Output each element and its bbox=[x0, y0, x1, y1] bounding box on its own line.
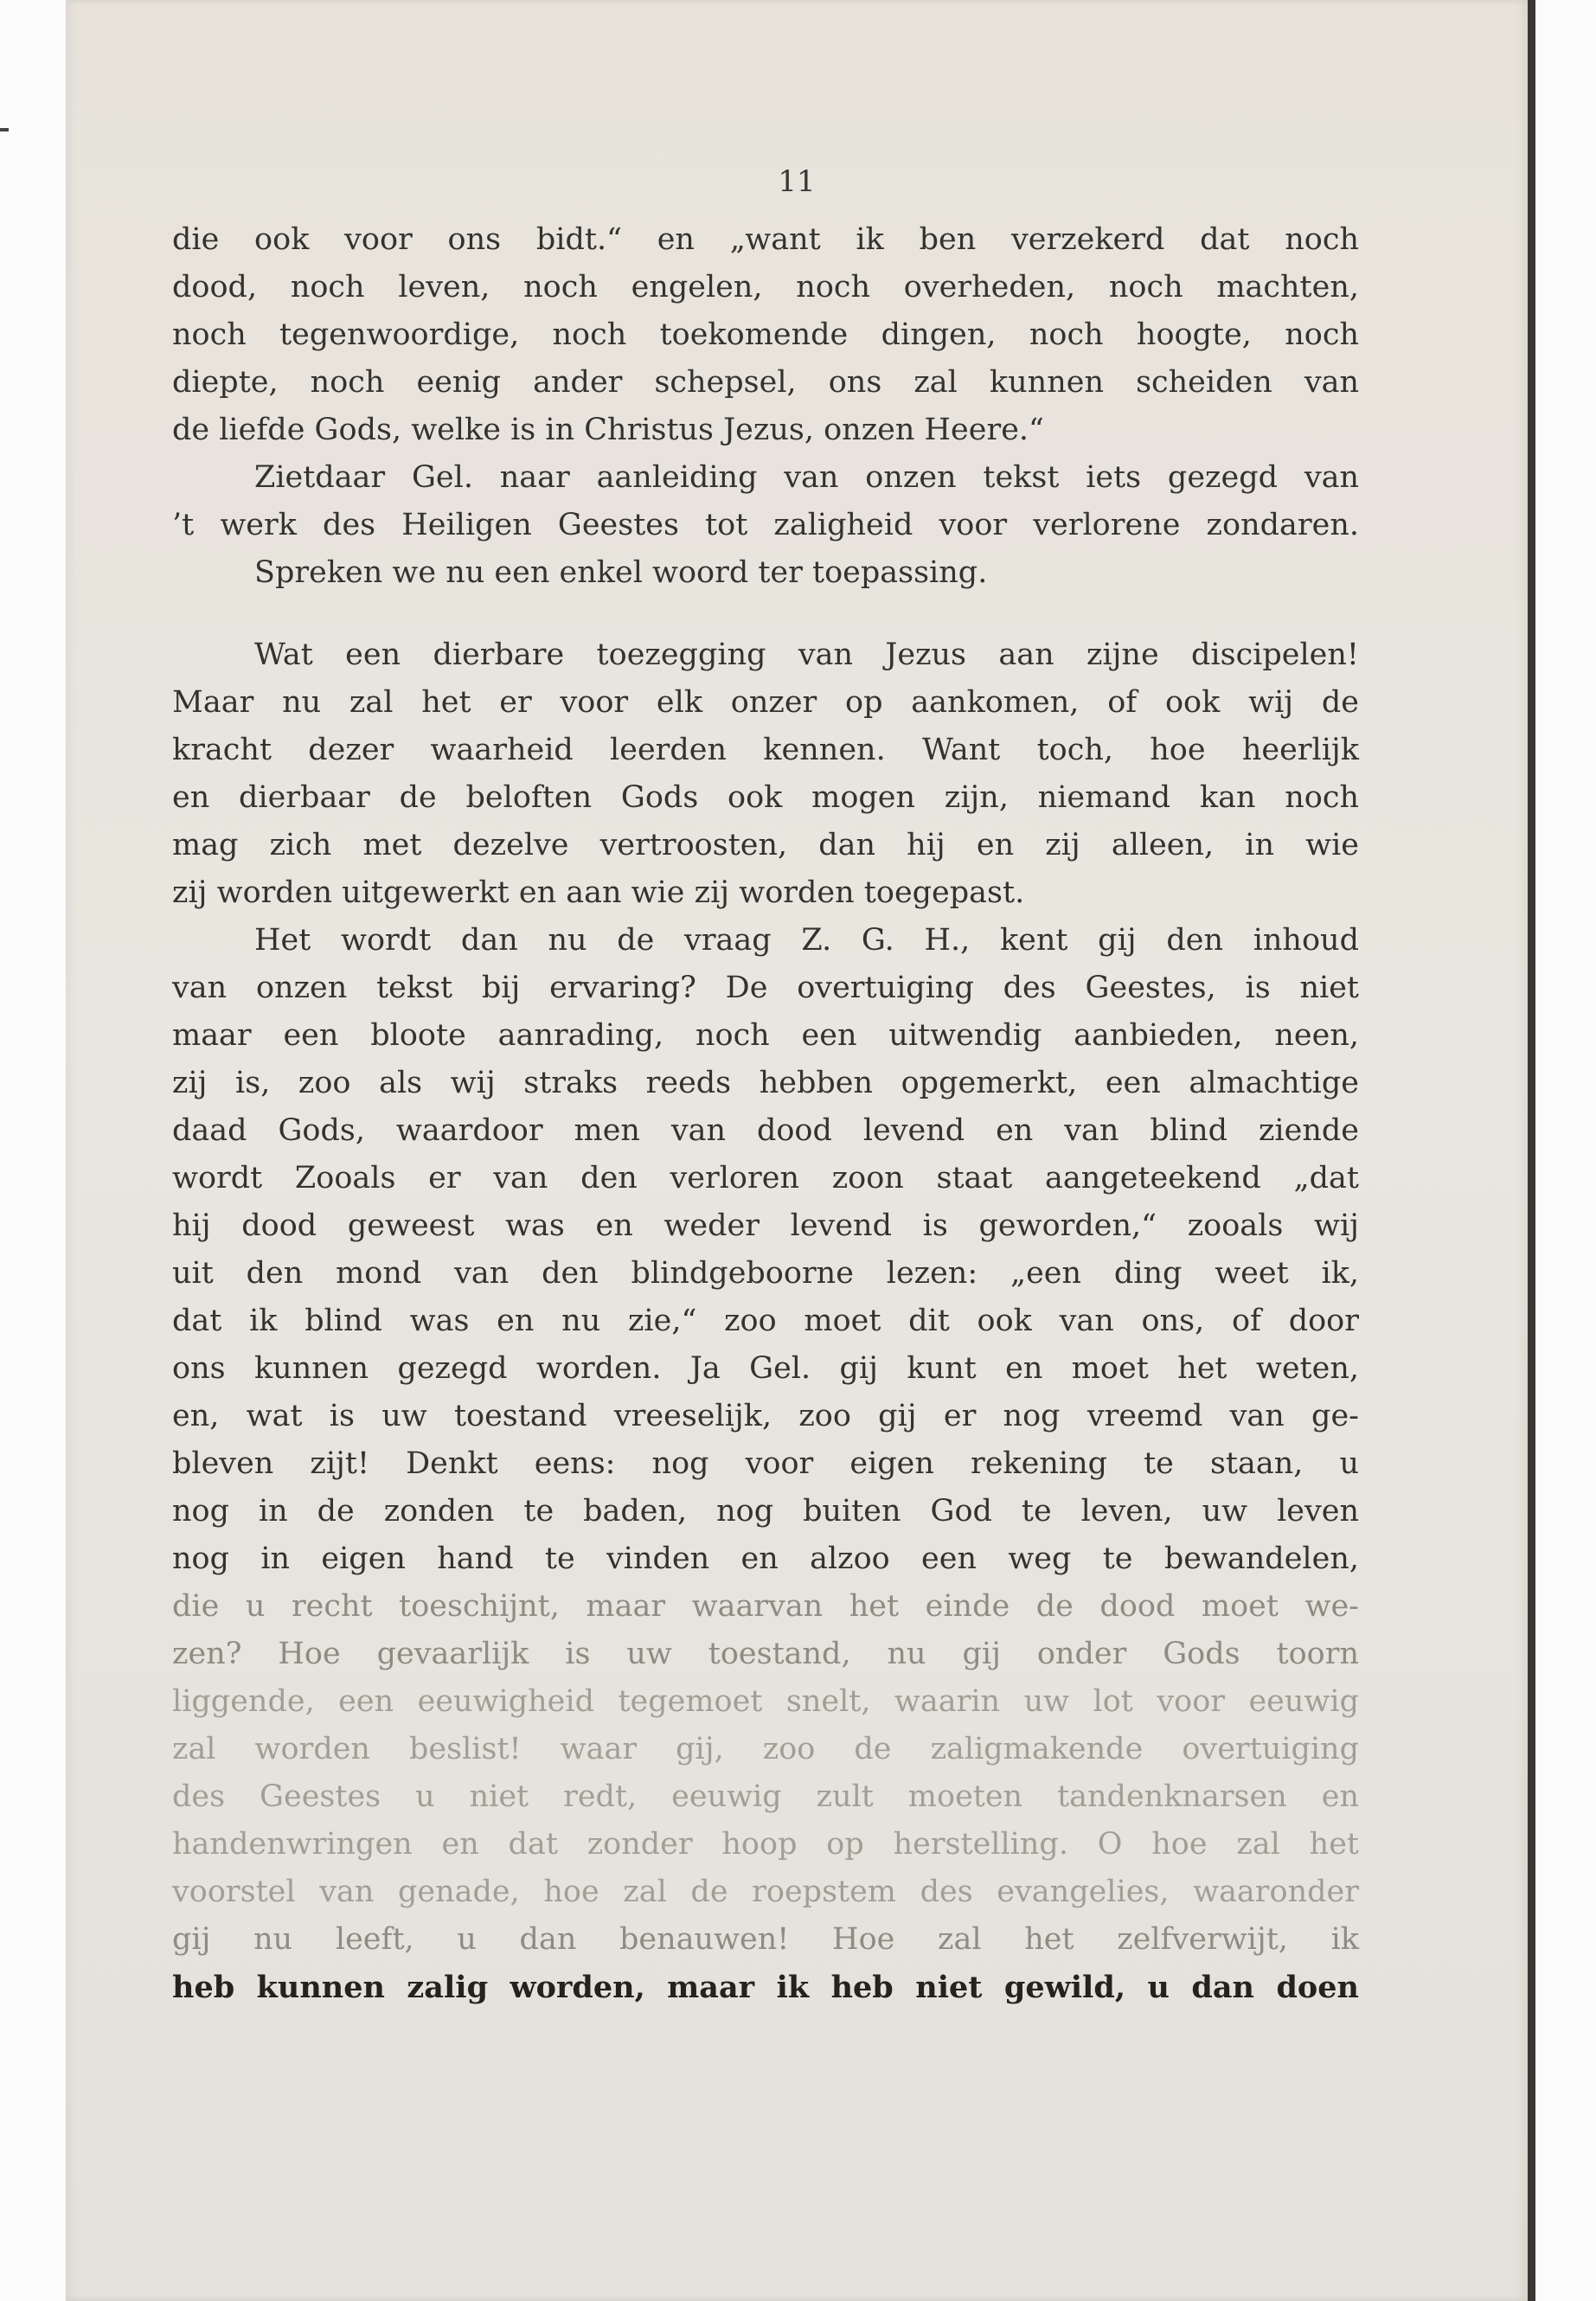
text-line: van onzen tekst bij ervaring? De overtuiging des Geestes, is niet bbox=[172, 971, 1359, 1005]
text-line: mag zich met dezelve vertroosten, dan hij en zij alleen, in wie bbox=[172, 828, 1359, 862]
text-line: zij worden uitgewerkt en aan wie zij worden toegepast. bbox=[172, 875, 1025, 910]
text-line: des Geestes u niet redt, eeuwig zult moeten tandenknarsen en bbox=[172, 1779, 1359, 1814]
text-line: die ook voor ons bidt.“ en „want ik ben verzekerd dat noch bbox=[172, 222, 1359, 257]
text-line: zij is, zoo als wij straks reeds hebben opgemerkt, een almachtige bbox=[172, 1066, 1359, 1100]
text-line: voorstel van genade, hoe zal de roepstem des evangelies, waaronder bbox=[172, 1875, 1359, 1909]
text-line: hij dood geweest was en weder levend is geworden,“ zooals wij bbox=[172, 1208, 1359, 1243]
paragraph-gap bbox=[172, 597, 1359, 631]
body-text bbox=[172, 216, 1359, 2011]
text-line: Wat een dierbare toezegging van Jezus aan zijne discipelen! bbox=[254, 638, 1359, 672]
text-line: bleven zijt! Denkt eens: nog voor eigen rekening te staan, u bbox=[172, 1446, 1359, 1481]
text-line: heb kunnen zalig worden, maar ik heb niet gewild, u dan doen bbox=[172, 1970, 1359, 2005]
text-line: uit den mond van den blindgeboorne lezen: „een ding weet ik, bbox=[172, 1256, 1359, 1291]
text-line: Het wordt dan nu de vraag Z. G. H., kent gij den inhoud bbox=[254, 923, 1359, 958]
text-line: kracht dezer waarheid leerden kennen. Want toch, hoe heerlijk bbox=[172, 733, 1359, 767]
text-line: die u recht toeschijnt, maar waarvan het einde de dood moet we- bbox=[172, 1589, 1359, 1624]
text-line: Zietdaar Gel. naar aanleiding van onzen tekst iets gezegd van bbox=[254, 460, 1359, 495]
text-line: Maar nu zal het er voor elk onzer op aankomen, of ook wij de bbox=[172, 685, 1359, 720]
text-line: de liefde Gods, welke is in Christus Jezus, onzen Heere.“ bbox=[172, 413, 1044, 447]
text-line: wordt Zooals er van den verloren zoon staat aangeteekend „dat bbox=[172, 1161, 1359, 1195]
text-line: nog in de zonden te baden, nog buiten God te leven, uw leven bbox=[172, 1494, 1359, 1529]
text-line: handenwringen en dat zonder hoop op herstelling. O hoe zal het bbox=[172, 1827, 1359, 1862]
text-line: gij nu leeft, u dan benauwen! Hoe zal het zelfverwijt, ik bbox=[172, 1922, 1359, 1957]
page-edge bbox=[1528, 0, 1535, 2301]
text-line: ’t werk des Heiligen Geestes tot zaligheid voor verlorene zondaren. bbox=[172, 508, 1359, 542]
text-line: en dierbaar de beloften Gods ook mogen zijn, niemand kan noch bbox=[172, 780, 1359, 815]
text-line: Spreken we nu een enkel woord ter toepassing. bbox=[254, 555, 988, 590]
text-line: nog in eigen hand te vinden en alzoo een weg te bewandelen, bbox=[172, 1541, 1359, 1576]
text-line: zen? Hoe gevaarlijk is uw toestand, nu gij onder Gods toorn bbox=[172, 1637, 1359, 1671]
page-number: 11 bbox=[778, 164, 816, 199]
text-line: liggende, een eeuwigheid tegemoet snelt, waarin uw lot voor eeuwig bbox=[172, 1684, 1359, 1719]
text-line: diepte, noch eenig ander schepsel, ons zal kunnen scheiden van bbox=[172, 365, 1359, 400]
text-line: daad Gods, waardoor men van dood levend en van blind ziende bbox=[172, 1113, 1359, 1148]
text-line: dood, noch leven, noch engelen, noch overheden, noch machten, bbox=[172, 270, 1359, 304]
text-line: maar een bloote aanrading, noch een uitwendig aanbieden, neen, bbox=[172, 1018, 1359, 1053]
book-page bbox=[66, 0, 1528, 2301]
text-line: ons kunnen gezegd worden. Ja Gel. gij kunt en moet het weten, bbox=[172, 1351, 1359, 1386]
text-line: zal worden beslist! waar gij, zoo de zaligmakende overtuiging bbox=[172, 1732, 1359, 1766]
text-line: noch tegenwoordige, noch toekomende dingen, noch hoogte, noch bbox=[172, 317, 1359, 352]
text-line: en, wat is uw toestand vreeselijk, zoo gij er nog vreemd van ge- bbox=[172, 1399, 1359, 1433]
margin-mark bbox=[0, 128, 9, 131]
text-line: dat ik blind was en nu zie,“ zoo moet dit ook van ons, of door bbox=[172, 1304, 1359, 1338]
